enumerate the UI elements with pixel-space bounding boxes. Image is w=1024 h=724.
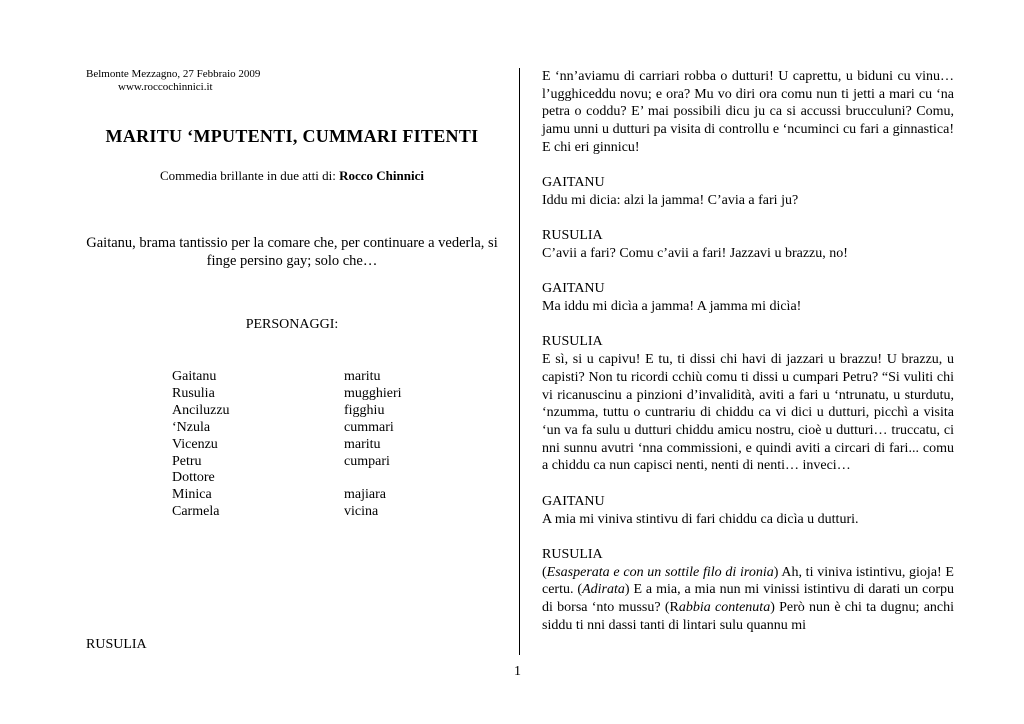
dialogue-text: ( bbox=[542, 564, 547, 580]
dialogue-line: Iddu mi dicia: alzi la jamma! C’avia a fari ju? bbox=[542, 192, 799, 208]
speaker-name: RUSULIA bbox=[542, 546, 603, 562]
cast-name: Dottore bbox=[172, 470, 215, 486]
header-website: www.roccochinnici.it bbox=[118, 81, 213, 93]
cast-role: cummari bbox=[344, 419, 394, 435]
dialogue-column bbox=[542, 68, 954, 652]
cast-role: mugghieri bbox=[344, 385, 402, 401]
cast-row bbox=[172, 454, 464, 471]
column-divider bbox=[519, 68, 520, 655]
cast-row bbox=[172, 386, 464, 403]
synopsis: Gaitanu, brama tantissio per la comare che, per continuare a vederla, si finge persino gay; solo che… bbox=[86, 235, 498, 269]
cast-role bbox=[344, 470, 464, 487]
header-date-line: Belmonte Mezzagno, 27 Febbraio 2009 bbox=[86, 68, 261, 80]
speaker-name: RUSULIA bbox=[542, 228, 603, 244]
dialogue-text: ) Ah, ti viniva istintivu, gioja! E certu. ( bbox=[542, 564, 954, 598]
stage-direction: Esasperata e con un sottile filo di ironia bbox=[546, 564, 774, 580]
cast-name: ‘Nzula bbox=[172, 419, 211, 435]
speaker-name: GAITANU bbox=[542, 281, 605, 297]
cast-row bbox=[172, 487, 464, 504]
dialogue-text: ) E a mia, a mia nun mi vinissi istintivu di darati un corpu di borsa ‘nto mussu? (R bbox=[542, 582, 954, 615]
cast-role: maritu bbox=[344, 436, 381, 452]
cast-name: Gaitanu bbox=[172, 369, 217, 384]
subtitle-prefix: Commedia brillante in due atti di: bbox=[160, 168, 340, 183]
cast-row bbox=[172, 403, 464, 420]
speaker-name: RUSULIA bbox=[542, 334, 603, 350]
cast-row bbox=[172, 437, 464, 454]
cast-role: vicina bbox=[344, 504, 379, 520]
dialogue-text: ) Però nun è chi ta dugnu; anchi siddu ti nni dassi tanti di lintari sulu quannu mi bbox=[542, 600, 955, 633]
cast-row bbox=[172, 470, 464, 487]
cast-row bbox=[172, 420, 464, 437]
dialogue-line: E sì, si u capivu! E tu, ti dissi chi havi di jazzari u brazzu! U brazzu, u capisti? Non tu ricordi cchiù comu ti dissi u cumpari Petru? “Si vuliti chi vi ricanuscinu a pinzioni d’invalidità, aviti a fari u ‘ntrunatu, u sturdutu, ‘nzumma, tuttu o cuntrariu di chiddu ca vi dici u dutturi, picchì a visita ‘un va fa sulu u dutturi chiddu amicu nostru, cioè u dutturi… truccatu, ci nni sunnu avutri ‘nna commissioni, e quindi aviti a circari di fari... comu a chiddu ca nun capisci nenti, nenti di nenti… inveci… bbox=[542, 352, 954, 474]
speaker-name: GAITANU bbox=[542, 493, 605, 509]
cast-row bbox=[172, 369, 464, 386]
stage-direction: Adirata bbox=[582, 582, 625, 598]
cast-role: maritu bbox=[344, 369, 381, 384]
author-name: Rocco Chinnici bbox=[339, 168, 424, 183]
cast-role: majiara bbox=[344, 487, 386, 503]
cast-heading: PERSONAGGI: bbox=[245, 317, 339, 332]
cast-name: Rusulia bbox=[172, 385, 215, 401]
speaker-name: GAITANU bbox=[542, 175, 605, 191]
cast-name: Carmela bbox=[172, 504, 220, 520]
dialogue-line: Ma iddu mi dicìa a jamma! A jamma mi dicìa! bbox=[542, 299, 802, 315]
dialogue-intro: E ‘nn’aviamu di carriari robba o dutturi! U caprettu, u biduni cu vinu… l’ugghiceddu novu; e ora? Mu vo diri ora comu nun ti jetti a mari cu ‘na petra o coddu? E’ mai possibili dicu ju ca si accussi brucculuni? Comu, jamu unni u dutturi pa visita di controllu e ‘ncuminci cu fari a ginnastica! E chi eri ginnicu! bbox=[542, 69, 954, 155]
play-subtitle bbox=[60, 168, 524, 184]
cast-name: Minica bbox=[172, 487, 212, 503]
cast-name: Vicenzu bbox=[172, 436, 218, 452]
dialogue-line: C’avii a fari? Comu c’avii a fari! Jazzavi u brazzu, no! bbox=[542, 246, 848, 261]
cast-role: figghiu bbox=[344, 402, 385, 418]
dialogue-line bbox=[542, 564, 954, 635]
dialogue-line: A mia mi viniva stintivu di fari chiddu ca dicìa u dutturi. bbox=[542, 511, 859, 527]
play-title: MARITU ‘MPUTENTI, CUMMARI FITENTI bbox=[105, 126, 479, 146]
cast-name: Anciluzzu bbox=[172, 402, 230, 418]
stage-direction: abbia contenuta bbox=[678, 600, 771, 615]
cast-row bbox=[172, 504, 464, 521]
cast-role: cumpari bbox=[344, 453, 390, 469]
cast-name: Petru bbox=[172, 453, 202, 469]
cast-list bbox=[172, 369, 464, 521]
page-number: 1 bbox=[514, 664, 521, 679]
left-bottom-speaker: RUSULIA bbox=[86, 637, 147, 652]
